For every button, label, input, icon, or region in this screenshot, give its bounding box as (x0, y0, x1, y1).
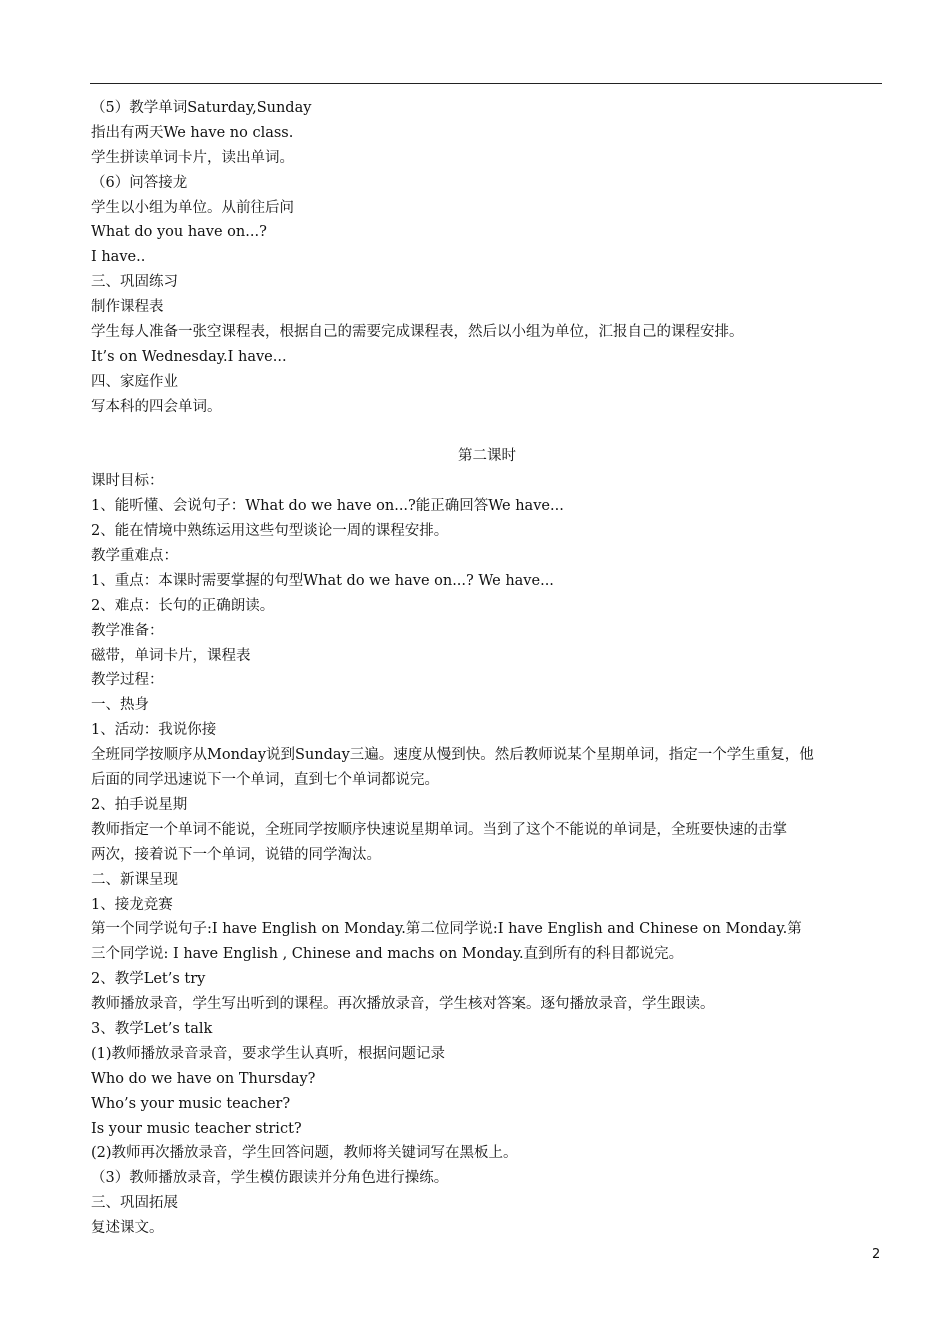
text-line: 制作课程表 (91, 299, 164, 316)
text-line: 学生拼读单词卡片，读出单词。 (91, 149, 294, 166)
text-line: 1、能听懂、会说句子：What do we have on...?能正确回答We have... (91, 498, 564, 515)
text-line: 三个同学说: I have English , Chinese and machs on Monday.直到所有的科目都说完。 (91, 946, 684, 963)
text-line: 2、拍手说星期 (91, 796, 188, 813)
text-line: 2、教学Let’s try (91, 971, 206, 988)
text-line: What do you have on...? (91, 224, 267, 241)
text-line: 教师播放录音，学生写出听到的课程。再次播放录音，学生核对答案。逐句播放录音，学生跟读。 (91, 996, 715, 1013)
text-line: Who’s your music teacher? (91, 1095, 291, 1112)
text-line: (1)教师播放录音录音，要求学生认真听，根据问题记录 (91, 1045, 446, 1062)
text-line: 教师指定一个单词不能说，全班同学按顺序快速说星期单词。当到了这个不能说的单词是，全班要快速的击掌 (91, 821, 787, 838)
text-line: 复述课文。 (91, 1220, 164, 1237)
document-body (91, 96, 883, 1241)
text-line: 全班同学按顺序从Monday说到Sunday三遍。速度从慢到快。然后教师说某个星期单词，指定一个学生重复，他 (91, 747, 814, 764)
text-line: 两次，接着说下一个单词，说错的同学淘汰。 (91, 846, 381, 863)
text-line: （6）问答接龙 (91, 174, 188, 191)
text-line: 3、教学Let’s talk (91, 1020, 213, 1037)
text-line: 磁带，单词卡片，课程表 (91, 647, 251, 664)
text-line: 1、接龙竞赛 (91, 896, 173, 913)
section-heading: 四、家庭作业 (91, 373, 178, 390)
text-line: I have.. (91, 249, 146, 266)
section-heading: 一、热身 (91, 697, 149, 714)
page-number: 2 (872, 1247, 881, 1262)
text-line: 第一个同学说句子:I have English on Monday.第二位同学说:I have English and Chinese on Monday.第 (91, 921, 802, 938)
text-line: Is your music teacher strict? (91, 1120, 302, 1137)
text-line: 教学过程： (91, 672, 164, 689)
text-line: 2、能在情境中熟练运用这些句型谈论一周的课程安排。 (91, 523, 449, 540)
text-line: (2)教师再次播放录音，学生回答问题，教师将关键词写在黑板上。 (91, 1145, 518, 1162)
text-line: （5）教学单词Saturday,Sunday (91, 100, 312, 116)
text-line: 1、重点：本课时需要掌握的句型What do we have on...? We have... (91, 572, 554, 589)
text-line: It’s on Wednesday.I have... (91, 348, 287, 365)
text-line: 1、活动：我说你接 (91, 722, 217, 739)
text-line: 2、难点：长句的正确朗读。 (91, 597, 275, 614)
blank-line (91, 420, 883, 445)
text-line: 学生每人准备一张空课程表，根据自己的需要完成课程表，然后以小组为单位，汇报自己的课程安排。 (91, 324, 744, 341)
text-line: 指出有两天We have no class. (91, 124, 294, 141)
text-line: 写本科的四会单词。 (91, 398, 222, 415)
section-heading: 二、新课呈现 (91, 871, 178, 888)
section-heading: 三、巩固拓展 (91, 1195, 178, 1212)
text-line: 教学重难点： (91, 548, 178, 565)
text-line: 后面的同学迅速说下一个单词，直到七个单词都说完。 (91, 772, 439, 789)
section-heading: 三、巩固练习 (91, 274, 178, 291)
text-line: （3）教师播放录音，学生模仿跟读并分角色进行操练。 (91, 1170, 449, 1187)
text-line: 课时目标： (91, 473, 164, 490)
text-line: 学生以小组为单位。从前往后问 (91, 199, 294, 216)
lesson-title: 第二课时 (458, 448, 516, 465)
header-rule (90, 83, 882, 84)
text-line: 教学准备： (91, 622, 164, 639)
text-line: Who do we have on Thursday? (91, 1070, 316, 1087)
